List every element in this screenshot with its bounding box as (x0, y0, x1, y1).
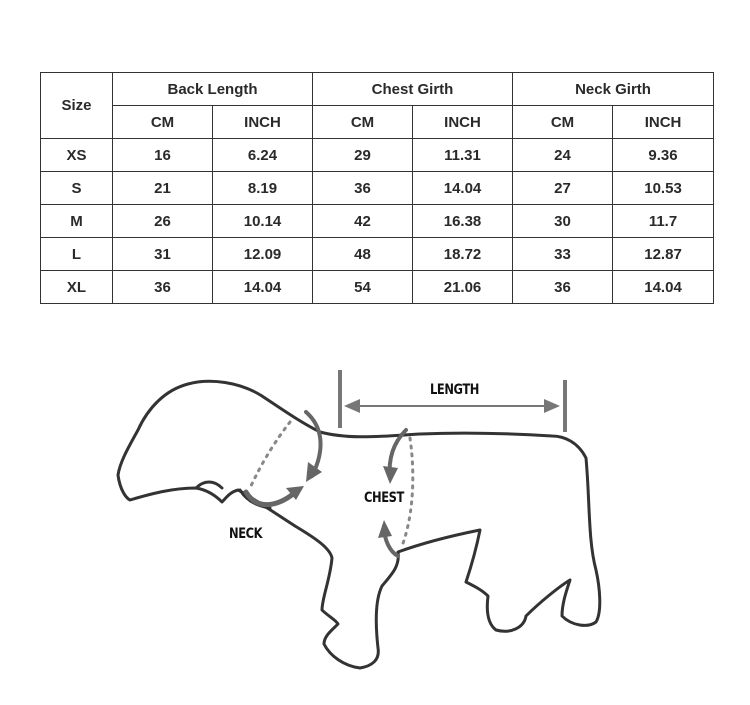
unit-header: INCH (613, 106, 714, 139)
table-cell: 33 (513, 238, 613, 271)
neck-arrow-upper-head (306, 462, 322, 482)
size-cell: XL (41, 271, 113, 304)
table-cell: 29 (313, 139, 413, 172)
table-cell: 10.14 (213, 205, 313, 238)
table-row (41, 205, 714, 238)
neck-label: NECK (229, 526, 263, 542)
length-arrow-left-head (344, 399, 360, 413)
table-cell: 21.06 (413, 271, 513, 304)
length-arrow-right-head (544, 399, 560, 413)
table-cell: 36 (313, 172, 413, 205)
table-cell: 11.31 (413, 139, 513, 172)
length-left-bar (338, 370, 342, 428)
chest-label: CHEST (364, 490, 404, 506)
table-cell: 42 (313, 205, 413, 238)
dog-body-outline (118, 381, 600, 668)
dog-measurement-diagram (0, 330, 750, 700)
dog-chin-outline (196, 482, 222, 488)
table-cell: 16 (113, 139, 213, 172)
table-cell: 10.53 (613, 172, 714, 205)
table-row (41, 139, 714, 172)
table-cell: 11.7 (613, 205, 714, 238)
unit-header: CM (313, 106, 413, 139)
table-cell: 14.04 (613, 271, 714, 304)
table-cell: 9.36 (613, 139, 714, 172)
table-row (41, 172, 714, 205)
table-cell: 36 (113, 271, 213, 304)
chest-girth-header: Chest Girth (313, 73, 513, 106)
size-cell: M (41, 205, 113, 238)
length-label: LENGTH (430, 382, 479, 398)
size-column-header: Size (41, 73, 113, 139)
table-cell: 48 (313, 238, 413, 271)
length-right-bar (563, 380, 567, 432)
size-chart-table (40, 72, 714, 304)
table-row (41, 238, 714, 271)
table-cell: 12.09 (213, 238, 313, 271)
back-length-header: Back Length (113, 73, 313, 106)
neck-measure-dots (250, 422, 290, 488)
unit-header: CM (513, 106, 613, 139)
table-cell: 30 (513, 205, 613, 238)
table-cell: 6.24 (213, 139, 313, 172)
size-cell: L (41, 238, 113, 271)
table-cell: 14.04 (413, 172, 513, 205)
unit-header: CM (113, 106, 213, 139)
table-cell: 12.87 (613, 238, 714, 271)
table-cell: 27 (513, 172, 613, 205)
table-cell: 21 (113, 172, 213, 205)
table-cell: 24 (513, 139, 613, 172)
table-cell: 54 (313, 271, 413, 304)
table-cell: 8.19 (213, 172, 313, 205)
table-cell: 14.04 (213, 271, 313, 304)
table-cell: 26 (113, 205, 213, 238)
table-cell: 16.38 (413, 205, 513, 238)
table-cell: 18.72 (413, 238, 513, 271)
dog-outline-illustration (0, 330, 750, 700)
unit-header: INCH (413, 106, 513, 139)
table-cell: 36 (513, 271, 613, 304)
size-cell: S (41, 172, 113, 205)
neck-girth-header: Neck Girth (513, 73, 714, 106)
size-cell: XS (41, 139, 113, 172)
chest-arrow-upper-head (383, 466, 398, 484)
unit-header: INCH (213, 106, 313, 139)
table-row (41, 271, 714, 304)
chest-arrow-lower-head (378, 520, 392, 538)
table-cell: 31 (113, 238, 213, 271)
